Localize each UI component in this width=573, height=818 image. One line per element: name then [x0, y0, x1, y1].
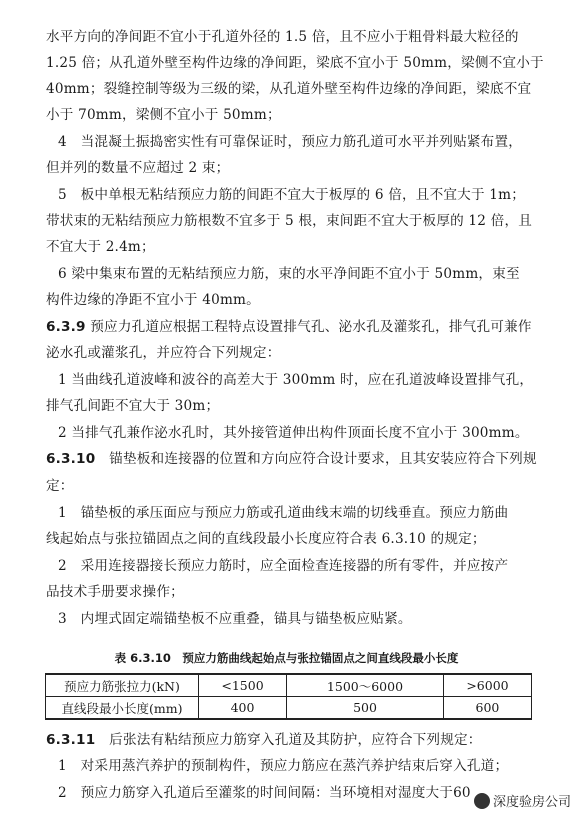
text-line: 2 当排气孔兼作泌水孔时，其外接管道伸出构件顶面长度不宜小于 300mm。	[58, 425, 529, 441]
table-cell: 1500～6000	[287, 674, 444, 697]
clause-text: 锚垫板和连接器的位置和方向应符合设计要求，且其安装应符合下列规	[95, 451, 537, 467]
wechat-icon	[474, 793, 490, 809]
table-cell: 500	[287, 697, 444, 720]
text-line: 线起始点与张拉锚固点之间的直线段最小长度应符合表 6.3.10 的规定；	[46, 531, 486, 547]
text-line: 带状束的无粘结预应力筋根数不宜多于 5 根，束间距不宜大于板厚的 12 倍，且	[46, 213, 533, 229]
min-length-table	[45, 673, 532, 720]
clause-text: 后张法有粘结预应力筋穿入孔道及其防护，应符合下列规定：	[95, 732, 482, 748]
clause-number: 6.3.11	[46, 732, 96, 748]
text-line	[0, 451, 573, 467]
text-line: 但并列的数量不应超过 2 束；	[46, 160, 230, 176]
text-line: 排气孔间距不宜大于 30m；	[46, 398, 220, 414]
table-cell: 400	[199, 697, 287, 720]
table-cell: 直线段最小长度(mm)	[46, 697, 199, 720]
text-line: 1 当曲线孔道波峰和波谷的高差大于 300mm 时，应在孔道波峰设置排气孔，	[58, 372, 534, 388]
text-line: 2 预应力筋穿入孔道后至灌浆的时间间隔：当环境相对湿度大于60	[58, 785, 471, 801]
text-line: 40mm；裂缝控制等级为三级的梁，从孔道外壁至构件边缘的净间距，梁底不宜	[46, 81, 532, 97]
text-line: 1 锚垫板的承压面应与预应力筋或孔道曲线末端的切线垂直。预应力筋曲	[58, 505, 509, 521]
text-line: 1 对采用蒸汽养护的预制构件，预应力筋应在蒸汽养护结束后穿入孔道；	[58, 758, 509, 774]
clause-text: 预应力孔道应根据工程特点设置排气孔、泌水孔及灌浆孔，排气孔可兼作	[85, 319, 532, 335]
clause-number: 6.3.9	[46, 319, 86, 335]
clause-number: 6.3.10	[46, 451, 96, 467]
table-row	[46, 674, 532, 697]
table-row	[46, 697, 532, 720]
text-line: 小于 70mm，梁侧不宜小于 50mm；	[46, 107, 281, 123]
text-line	[0, 319, 573, 335]
text-line: 水平方向的净间距不宜小于孔道外径的 1.5 倍，且不应小于粗骨料最大粒径的	[46, 29, 519, 45]
text-line: 构件边缘的净距不宜小于 40mm。	[46, 292, 260, 308]
text-line: 定：	[46, 478, 74, 494]
table-cell: 预应力筋张拉力(kN)	[46, 674, 199, 697]
table-caption: 表 6.3.10 预应力筋曲线起始点与张拉锚固点之间直线段最小长度	[114, 651, 459, 665]
text-line: 1.25 倍；从孔道外壁至构件边缘的净间距，梁底不宜小于 50mm，梁侧不宜小于	[46, 55, 544, 71]
text-line: 5 板中单根无粘结预应力筋的间距不宜大于板厚的 6 倍，且不宜大于 1m；	[58, 187, 526, 203]
table-cell: 600	[443, 697, 531, 720]
text-line: 6 梁中集束布置的无粘结预应力筋，束的水平净间距不宜小于 50mm，束至	[58, 266, 520, 282]
text-line: 3 内埋式固定端锚垫板不应重叠，锚具与锚垫板应贴紧。	[58, 611, 412, 627]
watermark-text: 深度验房公司	[492, 795, 571, 810]
text-line: 泌水孔或灌浆孔，并应符合下列规定：	[46, 345, 281, 361]
watermark	[474, 791, 571, 810]
text-line: 不宜大于 2.4m；	[46, 239, 155, 255]
table-cell: <1500	[199, 674, 287, 697]
text-line: 品技术手册要求操作；	[46, 584, 184, 600]
table-cell: >6000	[443, 674, 531, 697]
text-line: 2 采用连接器接长预应力筋时，应全面检查连接器的所有零件，并应按产	[58, 558, 509, 574]
text-line	[0, 732, 573, 748]
text-line: 4 当混凝土振捣密实性有可靠保证时，预应力筋孔道可水平并列贴紧布置，	[58, 134, 523, 150]
